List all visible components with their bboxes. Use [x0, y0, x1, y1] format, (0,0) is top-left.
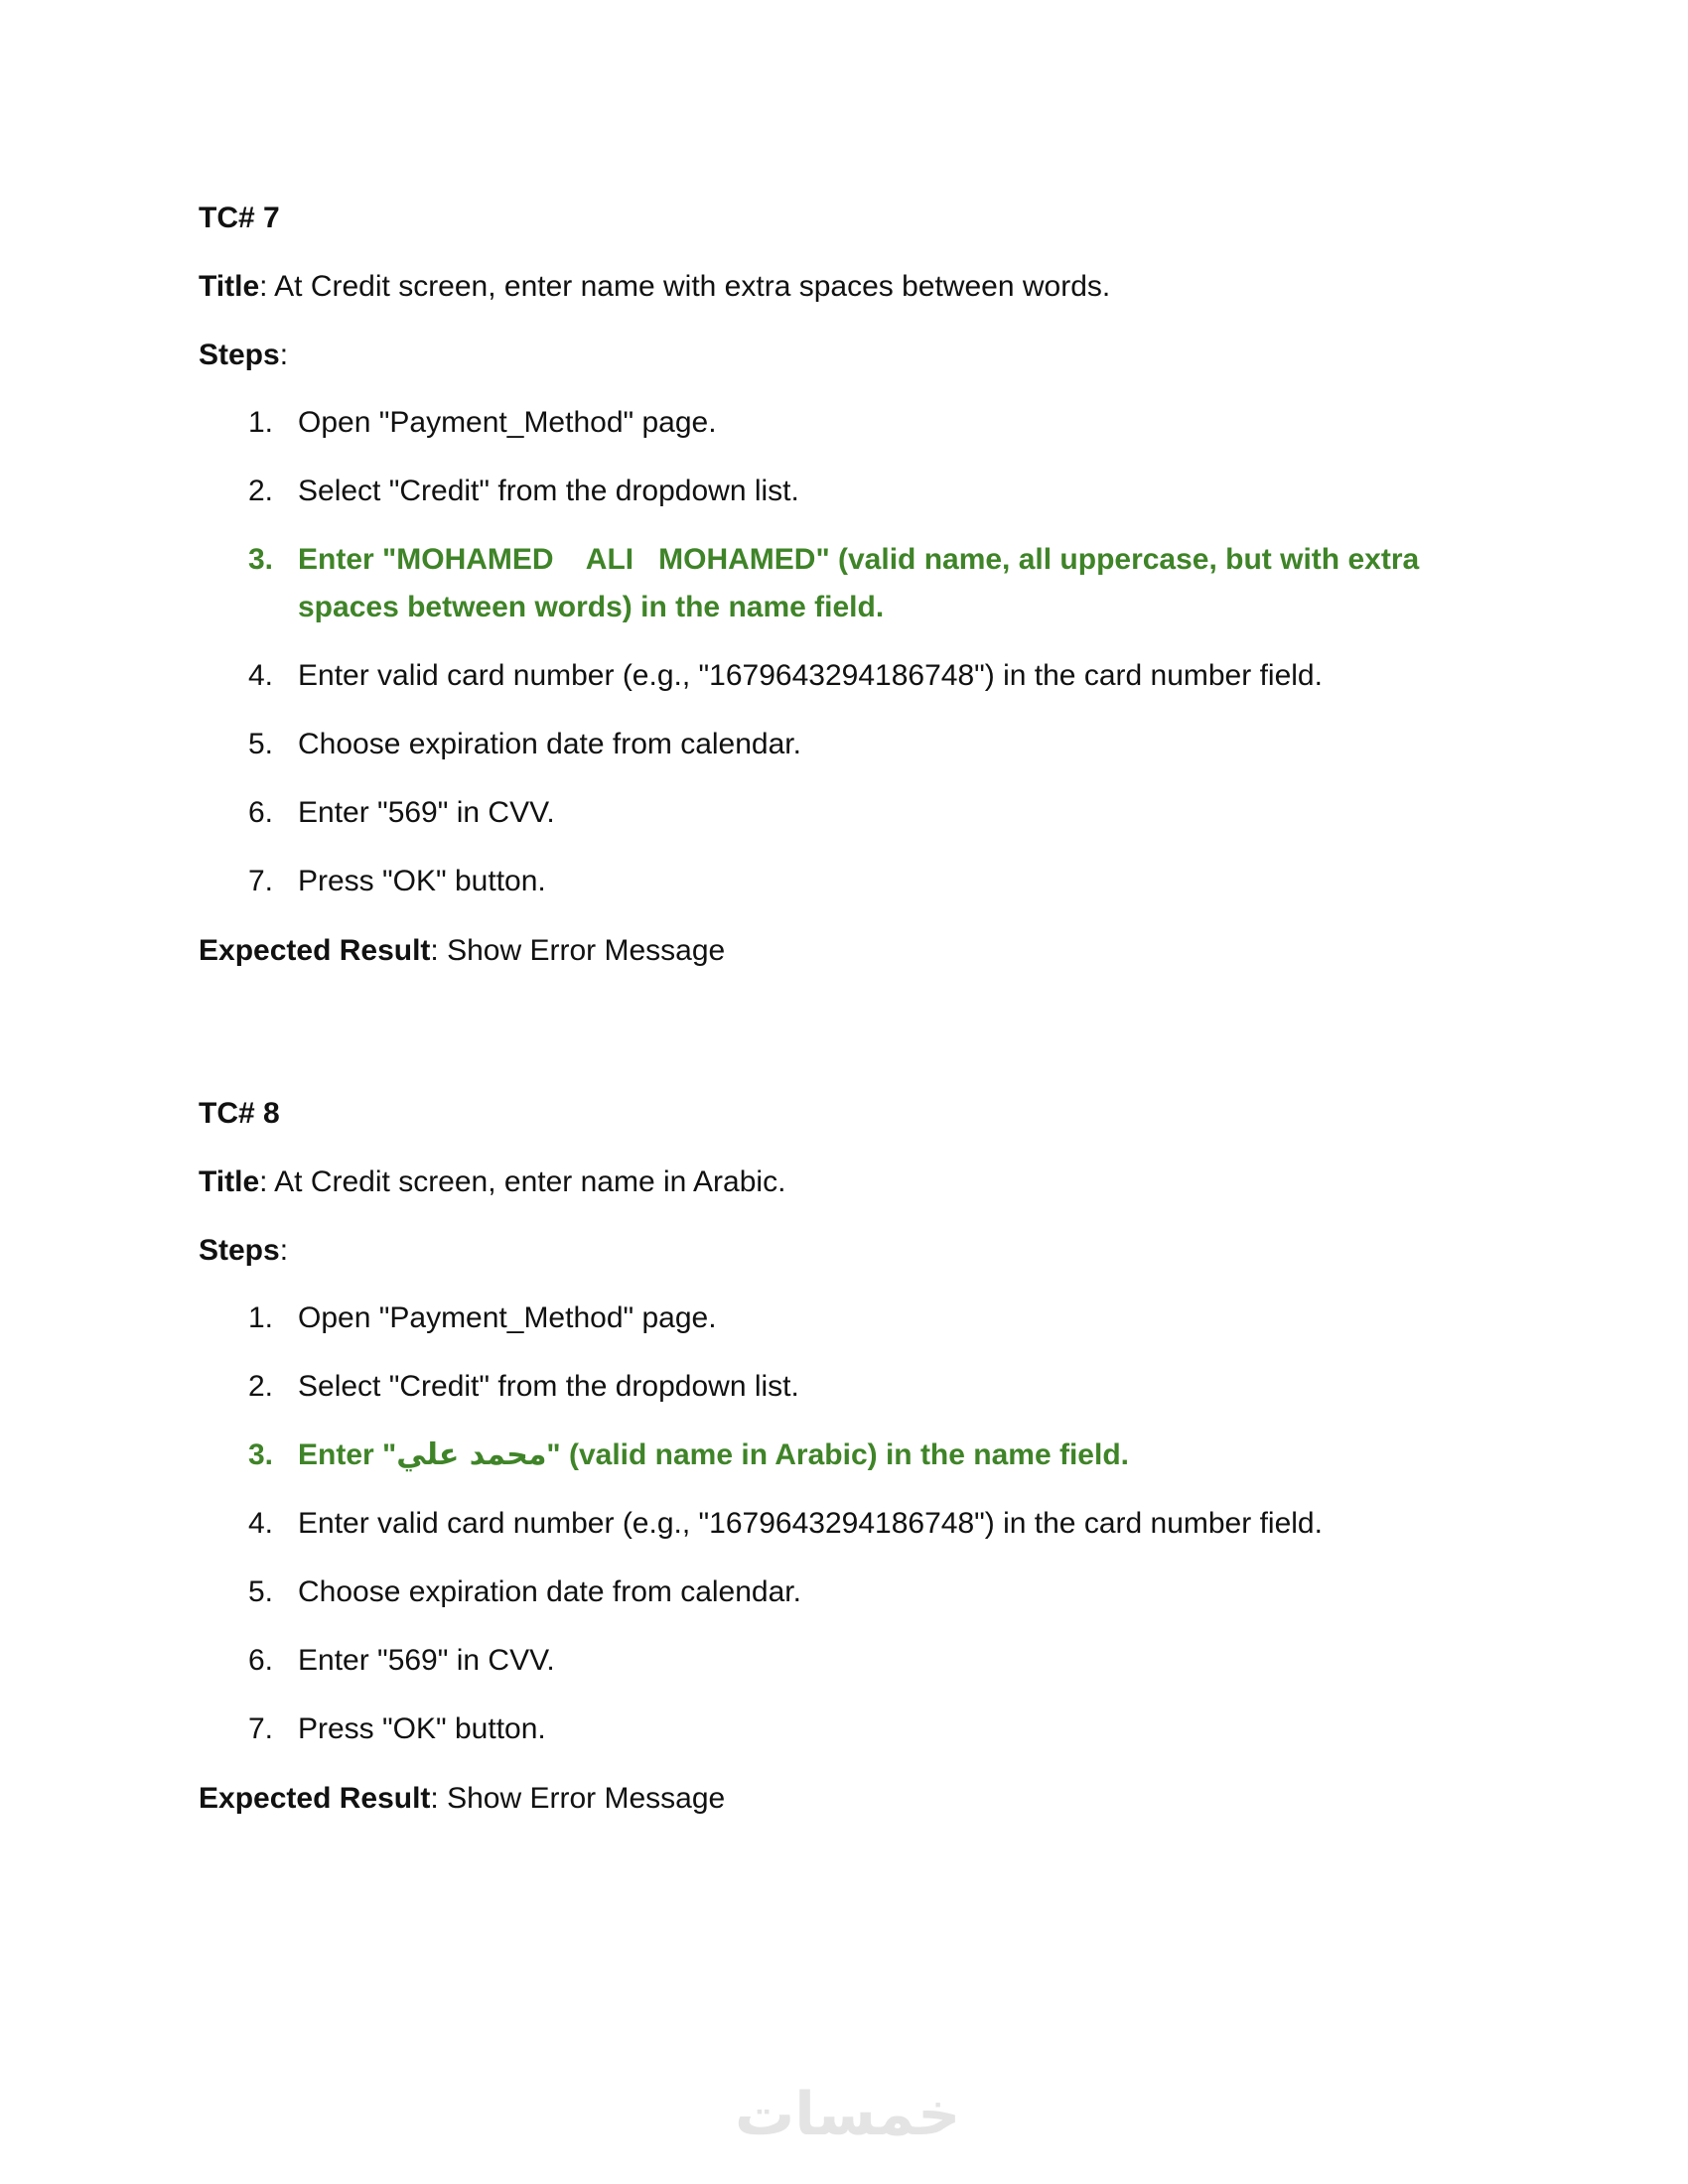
- step-item: [199, 858, 1489, 905]
- step-text: Enter valid card number (e.g., "1679643294186748") in the card number field.: [298, 659, 1323, 692]
- arabic-name: محمد علي: [396, 1437, 547, 1472]
- expected-text: : Show Error Message: [430, 934, 726, 967]
- step-text-after: " (valid name in Arabic) in the name field.: [546, 1438, 1129, 1471]
- expected-label: Expected Result: [199, 934, 431, 967]
- expected-text: : Show Error Message: [430, 1782, 726, 1815]
- step-item: [199, 789, 1489, 837]
- step-text: Press "OK" button.: [298, 1712, 546, 1745]
- steps-heading: [199, 1226, 1489, 1276]
- step-number: 7.: [248, 865, 274, 897]
- step-item-highlighted: [199, 536, 1489, 631]
- test-case-7: [199, 194, 1489, 976]
- step-number: 6.: [248, 796, 274, 829]
- title-text: : At Credit screen, enter name in Arabic.: [259, 1165, 786, 1198]
- expected-result: [199, 1774, 1489, 1824]
- title-label: Title: [199, 270, 260, 303]
- steps-heading: [199, 331, 1489, 380]
- step-item: [199, 1706, 1489, 1753]
- steps-label: Steps: [199, 1234, 280, 1267]
- expected-label: Expected Result: [199, 1782, 431, 1815]
- step-item: [199, 1500, 1489, 1548]
- step-number: 5.: [248, 728, 274, 760]
- steps-list: [199, 1295, 1489, 1753]
- step-number: 3.: [248, 543, 274, 576]
- step-item: [199, 1363, 1489, 1411]
- title-text: : At Credit screen, enter name with extra spaces between words.: [259, 270, 1111, 303]
- step-number: 1.: [248, 406, 274, 439]
- test-case-8: [199, 1089, 1489, 1824]
- title-label: Title: [199, 1165, 260, 1198]
- step-text-before: Enter ": [298, 1438, 397, 1471]
- step-text: Open "Payment_Method" page.: [298, 1301, 717, 1334]
- steps-label: Steps: [199, 339, 280, 371]
- step-text: Choose expiration date from calendar.: [298, 728, 801, 760]
- step-item: [199, 399, 1489, 447]
- step-item: [199, 652, 1489, 700]
- steps-list: [199, 399, 1489, 905]
- step-number: 4.: [248, 1507, 274, 1540]
- step-number: 2.: [248, 1370, 274, 1403]
- step-text: Choose expiration date from calendar.: [298, 1575, 801, 1608]
- step-text: Select "Credit" from the dropdown list.: [298, 1370, 799, 1403]
- test-case-id: TC# 7: [199, 202, 280, 234]
- step-number: 3.: [248, 1438, 274, 1471]
- steps-suffix: :: [279, 1234, 289, 1267]
- test-case-title: [199, 262, 1489, 312]
- step-item: [199, 468, 1489, 515]
- step-number: 1.: [248, 1301, 274, 1334]
- step-text: Open "Payment_Method" page.: [298, 406, 717, 439]
- step-item: [199, 721, 1489, 768]
- step-item: [199, 1569, 1489, 1616]
- step-text: Enter "MOHAMED ALI MOHAMED" (valid name, all uppercase, but with extra spaces between words) in the name field.: [298, 543, 1428, 623]
- document-page: [199, 194, 1489, 1843]
- step-text: Select "Credit" from the dropdown list.: [298, 475, 799, 507]
- steps-suffix: :: [279, 339, 289, 371]
- step-item-highlighted: [199, 1432, 1489, 1479]
- expected-result: [199, 926, 1489, 976]
- step-number: 6.: [248, 1644, 274, 1677]
- step-text: Enter "569" in CVV.: [298, 796, 555, 829]
- step-item: [199, 1295, 1489, 1342]
- step-text: Enter valid card number (e.g., "1679643294186748") in the card number field.: [298, 1507, 1323, 1540]
- step-number: 4.: [248, 659, 274, 692]
- step-text: Press "OK" button.: [298, 865, 546, 897]
- step-text: Enter "569" in CVV.: [298, 1644, 555, 1677]
- watermark-logo: خمسات: [735, 2080, 961, 2149]
- test-case-id: TC# 8: [199, 1097, 280, 1130]
- test-case-title: [199, 1158, 1489, 1207]
- step-number: 7.: [248, 1712, 274, 1745]
- step-number: 5.: [248, 1575, 274, 1608]
- step-item: [199, 1637, 1489, 1685]
- step-number: 2.: [248, 475, 274, 507]
